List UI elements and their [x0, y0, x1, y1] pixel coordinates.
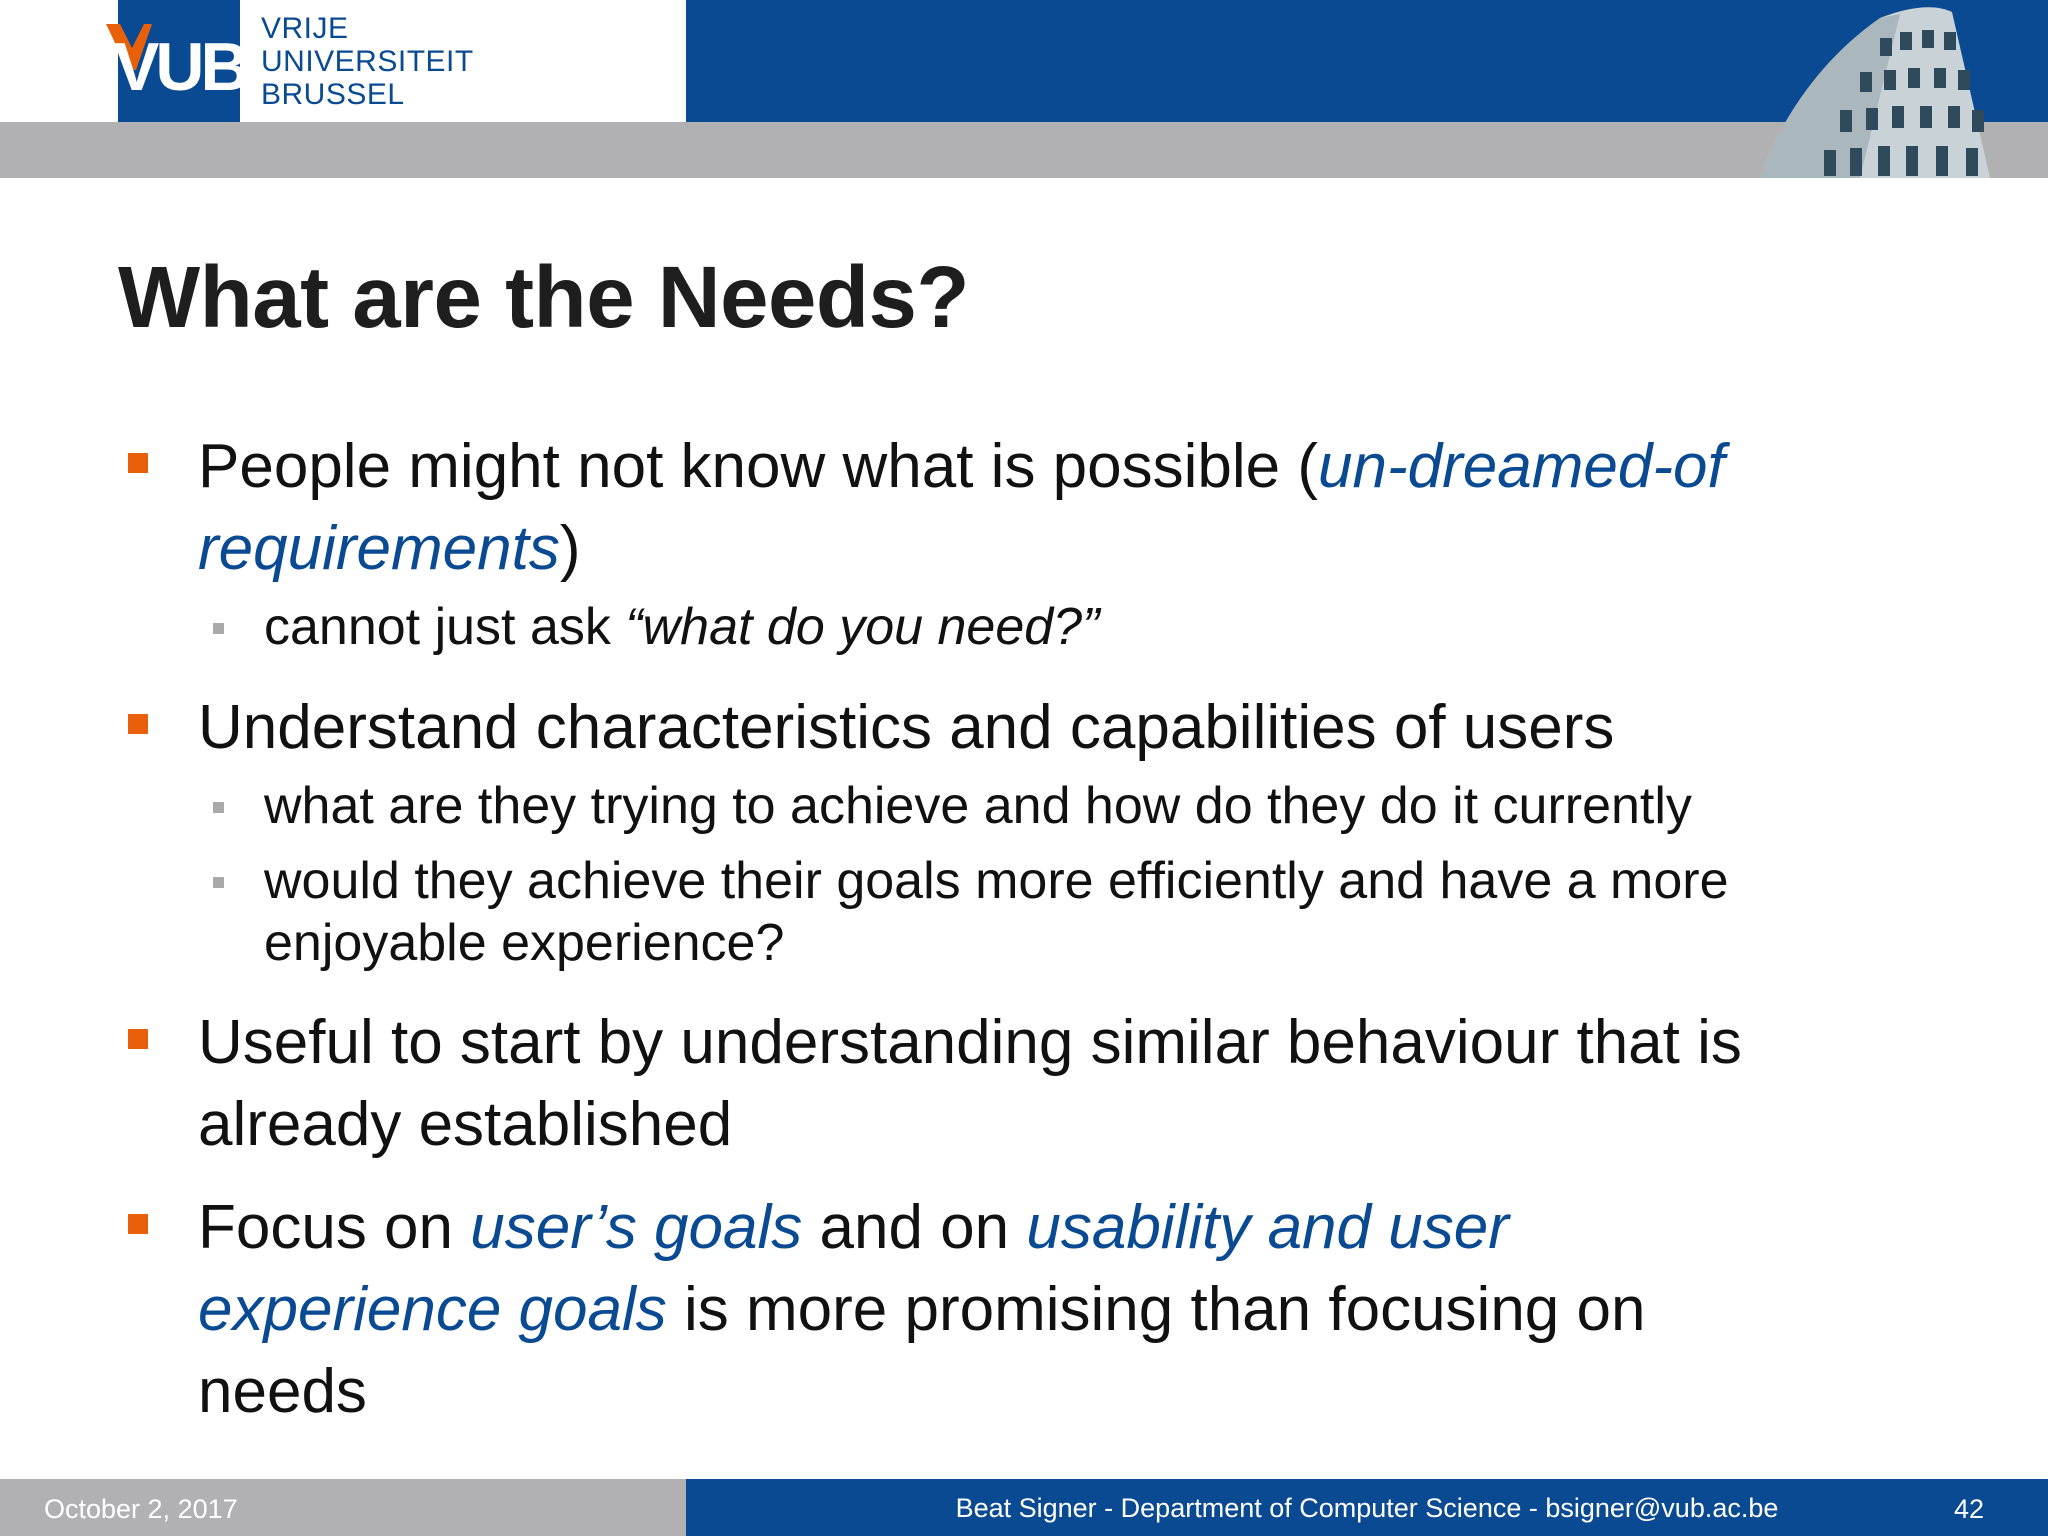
university-name — [261, 12, 474, 111]
slide-footer — [0, 1479, 2048, 1536]
building-image — [1740, 0, 2000, 178]
slide-title: What are the Needs? — [118, 249, 970, 346]
bullet-2-sub-2 — [264, 850, 1944, 974]
sub-bullet-marker — [213, 802, 224, 813]
bullet-marker — [128, 714, 148, 734]
bullet-1-emphasis-2: requirements — [198, 514, 560, 583]
bullet-2: Understand characteristics and capabilities of users — [198, 693, 1615, 762]
bullet-3-line-1: Useful to start by understanding similar behaviour that is — [198, 1008, 1742, 1077]
bullet-1 — [198, 426, 1938, 590]
sub-bullet-marker — [213, 623, 224, 634]
bullet-4-emphasis-2b: experience goals — [198, 1275, 667, 1344]
vub-logo-icon — [106, 24, 246, 96]
bullet-3 — [198, 1002, 1938, 1166]
bullet-4-emphasis-1: user’s goals — [470, 1193, 803, 1262]
logo-letters-text: VUB — [114, 29, 246, 96]
bullet-1-text: People might not know what is possible ( — [198, 432, 1319, 501]
bullet-2-sub-2-line-1: would they achieve their goals more efficiently and have a more — [264, 852, 1729, 910]
bullet-1-sub-1 — [264, 596, 1944, 658]
logo-line-1: VRIJE — [261, 12, 349, 45]
bullet-4-text-mid: and on — [802, 1193, 1027, 1262]
bullet-4-text-end-1: is more promising than focusing on — [666, 1275, 1646, 1344]
bullet-2-sub-1: what are they trying to achieve and how do they do it currently — [264, 777, 1692, 835]
bullet-4 — [198, 1187, 1938, 1433]
bullet-1-sub-1-quote: “what do you need?” — [625, 598, 1100, 656]
bullet-4-text-end-2: needs — [198, 1357, 367, 1426]
bullet-2-sub-2-line-2: enjoyable experience? — [264, 914, 785, 972]
bullet-marker — [128, 1029, 148, 1049]
bullet-1-sub-1-text: cannot just ask — [264, 598, 626, 656]
page-number: 42 — [1953, 1494, 1984, 1524]
bullet-1-emphasis-1: un-dreamed-of — [1318, 432, 1725, 501]
bullet-1-text-end: ) — [559, 514, 581, 583]
footer-author: Beat Signer - Department of Computer Science - bsigner@vub.ac.be — [955, 1493, 1779, 1523]
slide-header — [0, 0, 2048, 178]
bullet-4-text: Focus on — [198, 1193, 471, 1262]
sub-bullet-marker — [213, 877, 224, 888]
footer-date: October 2, 2017 — [44, 1494, 238, 1524]
logo-line-2: UNIVERSITEIT — [261, 45, 474, 78]
logo-line-3: BRUSSEL — [261, 78, 405, 111]
bullet-marker — [128, 1214, 148, 1234]
bullet-3-line-2: already established — [198, 1090, 733, 1159]
bullet-4-emphasis-2a: usability and user — [1026, 1193, 1509, 1262]
bullet-marker — [128, 453, 148, 473]
